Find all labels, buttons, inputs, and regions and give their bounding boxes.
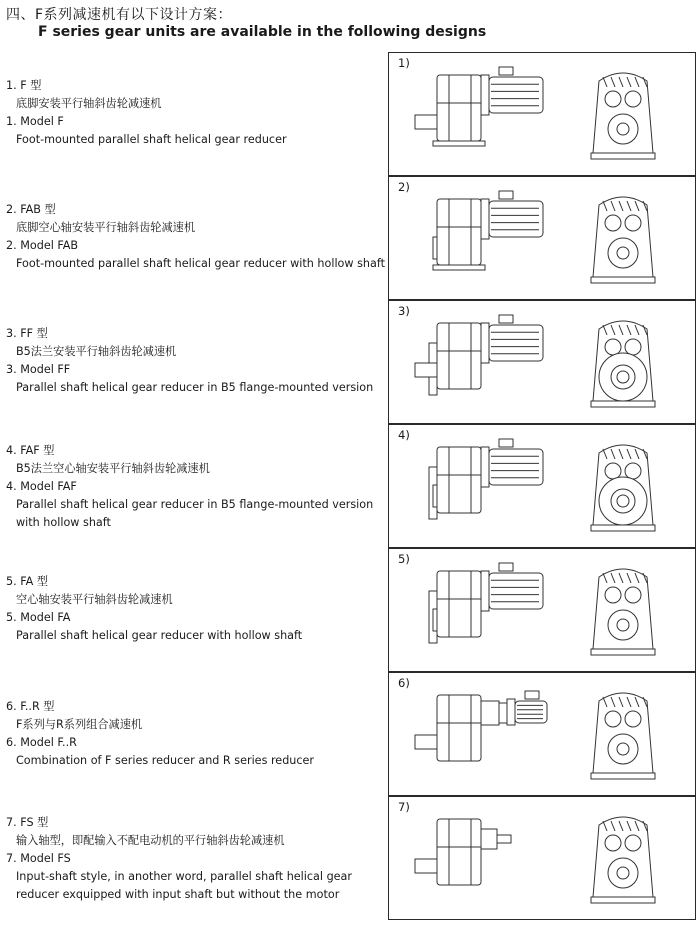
model-cn-label: 5. FA 型 (6, 575, 49, 588)
gear-housing-shape (437, 323, 481, 389)
gear-circle-shape (605, 711, 621, 727)
design-item-7 (6, 814, 384, 904)
description-en-line: reducer exquipped with input shaft but without the motor (16, 888, 340, 901)
design-item-4 (6, 442, 384, 532)
description-en-line: Parallel shaft helical gear reducer in B5 flange-mounted version (16, 381, 374, 394)
housing-base-shape (591, 773, 655, 779)
gear-housing-shape (437, 447, 481, 513)
description-cn: 空心轴安装平行轴斜齿轮减速机 (16, 593, 173, 606)
model-cn-label: 3. FF 型 (6, 327, 48, 340)
shaft-center-shape (617, 371, 629, 383)
gear-circle-shape (625, 711, 641, 727)
gear-circle-shape (605, 463, 621, 479)
motor-flange-shape (481, 323, 489, 363)
design-figure-7 (388, 796, 696, 920)
design-figure-4 (388, 424, 696, 548)
housing-base-shape (591, 277, 655, 283)
model-cn-label: 2. FAB 型 (6, 203, 56, 216)
gear-circle-shape (625, 587, 641, 603)
motor-body-shape (489, 201, 543, 237)
gear-circle-shape (605, 587, 621, 603)
gear-housing-shape (437, 695, 481, 761)
gear-housing-shape (437, 819, 481, 885)
design-item-3 (6, 325, 384, 397)
gear-circle-shape (605, 91, 621, 107)
figure-number: 3) (398, 304, 410, 318)
motor-body-shape (515, 701, 547, 723)
shaft-center-shape (617, 247, 629, 259)
motor-body-shape (489, 573, 543, 609)
foot-base-shape (433, 141, 485, 146)
description-en-line: Foot-mounted parallel shaft helical gear reducer (16, 133, 287, 146)
figure-number: 2) (398, 180, 410, 194)
description-en-line: with hollow shaft (16, 516, 111, 529)
terminal-box-shape (499, 315, 513, 323)
motor-body-shape (489, 77, 543, 113)
adapter-flange-shape (499, 703, 507, 723)
motor-flange-shape (481, 75, 489, 115)
terminal-box-shape (499, 67, 513, 75)
gear-circle-shape (605, 835, 621, 851)
reducer-drawing (389, 177, 695, 299)
housing-base-shape (591, 897, 655, 903)
output-shaft-shape (415, 859, 437, 873)
motor-flange-shape (481, 571, 489, 611)
section-title-en: F series gear units are available in the following designs (38, 24, 487, 40)
model-cn-label: 7. FS 型 (6, 816, 49, 829)
housing-base-shape (591, 401, 655, 407)
output-shaft-shape (415, 115, 437, 129)
description-en-line: Combination of F series reducer and R series reducer (16, 754, 315, 767)
model-en-label: 3. Model FF (6, 363, 71, 376)
shaft-center-shape (617, 619, 629, 631)
model-cn-label: 4. FAF 型 (6, 444, 55, 457)
figure-number: 6) (398, 676, 410, 690)
gear-circle-shape (625, 215, 641, 231)
reducer-drawing (389, 673, 695, 795)
reducer-drawing (389, 425, 695, 547)
description-cn: 输入轴型，即配输入不配电动机的平行轴斜齿轮减速机 (16, 834, 285, 847)
gear-circle-shape (625, 91, 641, 107)
terminal-box-shape (499, 439, 513, 447)
gear-circle-shape (605, 215, 621, 231)
design-figure-1 (388, 52, 696, 176)
shaft-center-shape (617, 867, 629, 879)
gear-housing-shape (437, 571, 481, 637)
shaft-center-shape (617, 743, 629, 755)
description-cn: 底脚安装平行轴斜齿轮减速机 (16, 97, 162, 110)
design-item-1 (6, 77, 384, 149)
design-figure-2 (388, 176, 696, 300)
description-en-line: Foot-mounted parallel shaft helical gear reducer with hollow shaft (16, 257, 386, 270)
description-en-line: Parallel shaft helical gear reducer with hollow shaft (16, 629, 303, 642)
design-figure-6 (388, 672, 696, 796)
gear-circle-shape (625, 463, 641, 479)
gear-circle-shape (605, 339, 621, 355)
terminal-box-shape (499, 563, 513, 571)
reducer-drawing (389, 301, 695, 423)
hollow-shaft-shape (433, 609, 437, 631)
model-en-label: 1. Model F (6, 115, 64, 128)
gear-circle-shape (625, 339, 641, 355)
gear-housing-shape (437, 199, 481, 265)
terminal-box-shape (499, 191, 513, 199)
input-shaft-shape (497, 835, 511, 843)
model-cn-label: 1. F 型 (6, 79, 42, 92)
description-en-line: Input-shaft style, in another word, parallel shaft helical gear (16, 870, 353, 883)
design-item-6 (6, 698, 384, 770)
model-en-label: 2. Model FAB (6, 239, 79, 252)
housing-base-shape (591, 649, 655, 655)
description-cn: F系列与R系列组合减速机 (16, 718, 143, 731)
foot-base-shape (433, 265, 485, 270)
design-figure-5 (388, 548, 696, 672)
motor-flange-shape (481, 447, 489, 487)
gear-circle-shape (625, 835, 641, 851)
motor-body-shape (489, 449, 543, 485)
model-cn-label: 6. F..R 型 (6, 700, 55, 713)
helical-reducer-shape (481, 701, 499, 725)
model-en-label: 5. Model FA (6, 611, 71, 624)
housing-base-shape (591, 525, 655, 531)
description-cn: B5法兰安装平行轴斜齿轮减速机 (16, 345, 177, 358)
model-en-label: 6. Model F..R (6, 736, 77, 749)
design-item-5 (6, 573, 384, 645)
description-en-line: Parallel shaft helical gear reducer in B5 flange-mounted version (16, 498, 374, 511)
model-en-label: 7. Model FS (6, 852, 71, 865)
terminal-box-shape (525, 691, 539, 699)
description-cn: B5法兰空心轴安装平行轴斜齿轮减速机 (16, 462, 210, 475)
figure-number: 5) (398, 552, 410, 566)
housing-base-shape (591, 153, 655, 159)
design-item-2 (6, 201, 384, 273)
output-shaft-shape (415, 363, 437, 377)
design-figure-3 (388, 300, 696, 424)
hollow-shaft-shape (433, 485, 437, 507)
gear-housing-shape (437, 75, 481, 141)
figure-number: 1) (398, 56, 410, 70)
figure-number: 7) (398, 800, 410, 814)
motor-flange-shape (507, 699, 515, 725)
hollow-shaft-shape (433, 237, 437, 259)
motor-body-shape (489, 325, 543, 361)
reducer-drawing (389, 797, 695, 919)
section-title-cn: 四、F系列减速机有以下设计方案： (6, 7, 233, 23)
input-housing-shape (481, 829, 497, 849)
reducer-drawing (389, 549, 695, 671)
motor-flange-shape (481, 199, 489, 239)
figure-number: 4) (398, 428, 410, 442)
reducer-drawing (389, 53, 695, 175)
model-en-label: 4. Model FAF (6, 480, 77, 493)
shaft-center-shape (617, 495, 629, 507)
output-shaft-shape (415, 735, 437, 749)
shaft-center-shape (617, 123, 629, 135)
description-cn: 底脚空心轴安装平行轴斜齿轮减速机 (16, 221, 196, 234)
